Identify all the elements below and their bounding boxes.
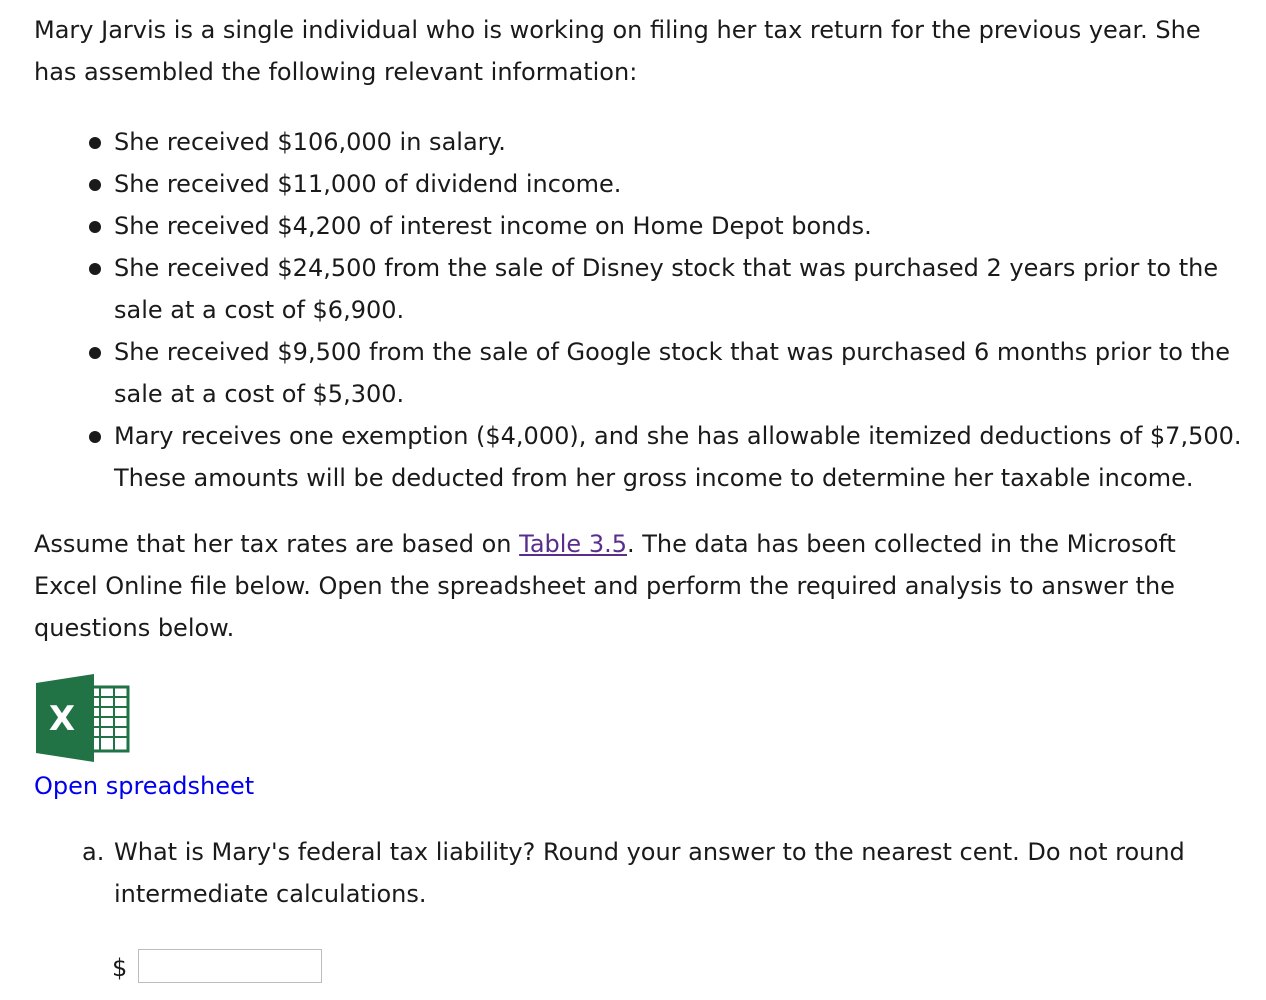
list-item: She received $11,000 of dividend income.: [34, 163, 1256, 205]
bullet-icon: [89, 221, 101, 233]
table-link[interactable]: Table 3.5: [519, 530, 627, 558]
list-item: She received $9,500 from the sale of Google stock that was purchased 6 months prior to the sale at a cost of $5,300.: [34, 331, 1256, 415]
list-item: Mary receives one exemption ($4,000), and she has allowable itemized deductions of $7,500. These amounts will be deducted from her gross income to determine her taxable income.: [34, 415, 1256, 499]
question-label: a.: [82, 838, 105, 866]
bullet-icon: [89, 179, 101, 191]
facts-list: [34, 121, 1256, 499]
assume-paragraph: Assume that her tax rates are based on Table 3.5. The data has been collected in the Microsoft Excel Online file below. Open the spreadsheet and perform the required analysis to answer the questions below.: [34, 530, 1176, 642]
open-spreadsheet-link[interactable]: Open spreadsheet: [34, 772, 255, 800]
list-item: She received $24,500 from the sale of Disney stock that was purchased 2 years prior to the sale at a cost of $6,900.: [34, 247, 1256, 331]
question-text: What is Mary's federal tax liability? Round your answer to the nearest cent. Do not round intermediate calculations.: [114, 838, 1185, 908]
question-a: [82, 831, 1232, 915]
list-item: She received $106,000 in salary.: [34, 121, 1256, 163]
excel-icon[interactable]: [34, 673, 130, 763]
intro-paragraph: Mary Jarvis is a single individual who is working on filing her tax return for the previous year. She has assembled the following relevant information:: [34, 16, 1201, 86]
problem-content: [34, 9, 1256, 982]
svg-text:X: X: [48, 699, 76, 739]
list-item: She received $4,200 of interest income on Home Depot bonds.: [34, 205, 1256, 247]
bullet-icon: [89, 137, 101, 149]
currency-symbol: $: [112, 954, 128, 982]
bullet-icon: [89, 347, 101, 359]
tax-liability-input[interactable]: [138, 949, 322, 983]
bullet-icon: [89, 431, 101, 443]
bullet-icon: [89, 263, 101, 275]
